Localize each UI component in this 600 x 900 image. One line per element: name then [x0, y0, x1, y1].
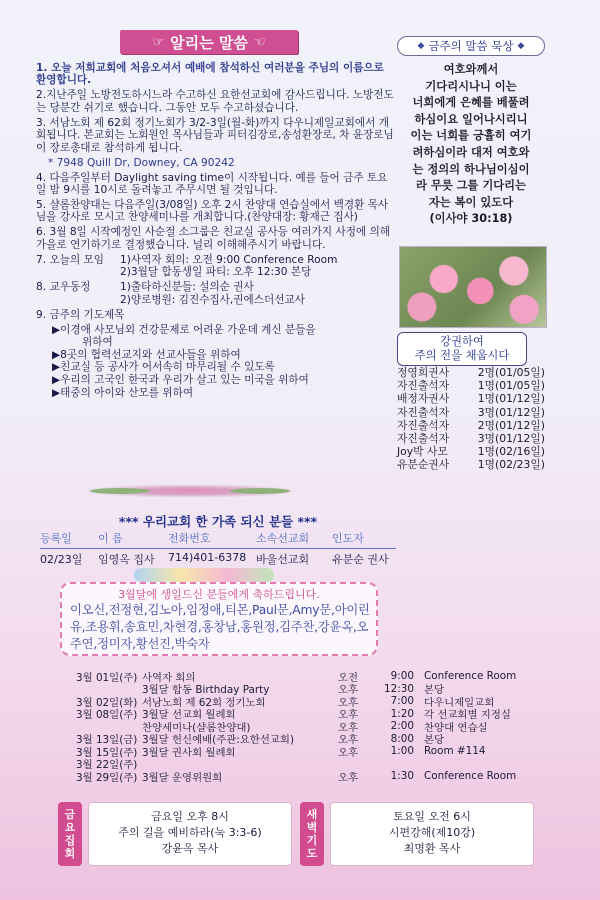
schedule-ampm: 오후 — [338, 746, 359, 759]
verse-line: 는 정의의 하나님이심이 — [412, 162, 530, 176]
table-cell: 02/23일 — [40, 553, 83, 566]
table-row — [40, 549, 396, 567]
verse-line: 려하심이라 대저 여호와 — [412, 145, 530, 159]
schedule-place: Room #114 — [424, 745, 486, 758]
meeting-label: 7. 오늘의 모임 — [36, 253, 105, 266]
prayer-item: ▶8곳의 협력선교지와 선교사들을 위하여 — [52, 348, 241, 361]
list-item — [397, 406, 553, 419]
new-family-table — [40, 530, 396, 567]
notice-address: * 7948 Quill Dr, Downey, CA 90242 — [48, 156, 235, 169]
word-title-text: 금주의 말씀 묵상 — [428, 39, 514, 53]
pointing-hand-icon: ☞ — [152, 34, 165, 50]
table-header — [40, 530, 396, 549]
schedule-ampm: 오후 — [338, 771, 359, 784]
column-header: 이 름 — [98, 532, 123, 545]
schedule-time: 8:00 — [390, 732, 414, 745]
evangelism-list — [397, 366, 553, 472]
schedule-time: 1:30 — [390, 770, 414, 783]
notice-item: 1. 오늘 저희교회에 처음오셔서 예배에 참석하신 여러분을 주님의 이름으로 환영합니다. — [36, 62, 384, 87]
schedule-event: 3월달 합동 Birthday Party — [142, 684, 270, 697]
schedule-row — [62, 770, 542, 783]
friday-sermon: 주의 길을 예비하라(눅 3:3-6) — [118, 826, 262, 839]
meeting-line: 1)사역자 회의: 오전 9:00 Conference Room — [120, 253, 338, 266]
notice-item: 5. 샬롬찬양대는 다음주일(3/08일) 오후 2시 찬양대 연습실에서 백경환 목사님을 강사로 모시고 찬양세미나를 개최합니다.(찬양대장: 황재근 집사) — [36, 199, 389, 224]
list-item-date: (01/12일) — [495, 405, 545, 419]
list-item — [397, 392, 553, 405]
schedule-place: 각 선교회별 지정실 — [424, 709, 511, 722]
schedule-place: Conference Room — [424, 770, 517, 783]
schedule-place: 찬양대 연습실 — [424, 721, 488, 734]
notices-title — [120, 30, 298, 54]
verse-line: 자는 복이 있도다 — [428, 195, 514, 209]
list-item-count: 3명 — [477, 405, 495, 419]
word-meditation-title — [397, 36, 545, 56]
verse-line: 너희에게 은혜를 베풀려 — [412, 96, 530, 110]
pointing-hand-icon: ☜ — [253, 34, 266, 50]
notice-item: 6. 3월 8일 시작예정인 사순절 소그룹은 친교실 공사등 여러가지 사정에 의해 가을로 연기하기로 결정했습니다. 널리 이해해주시기 바랍니다. — [36, 226, 391, 251]
schedule-date: 3월 13일(금) — [76, 734, 138, 747]
verse-line: 기다리시나니 이는 — [425, 79, 517, 93]
prayer-item: ▶이경애 사모님외 건강문제로 어려운 가운데 계신 분들을 — [52, 323, 316, 336]
schedule-date: 3월 29일(주) — [76, 771, 138, 784]
list-item-date: (01/05일) — [495, 366, 545, 380]
list-item — [397, 419, 553, 432]
column-header: 등록일 — [40, 532, 72, 545]
notices-title-text: 알리는 말씀 — [170, 33, 248, 52]
list-item-date: (02/23일) — [495, 458, 545, 472]
visit-line: 1)출타하신분들: 설의순 권사 — [120, 281, 254, 294]
dawn-sermon: 시편강해(제10강) — [388, 826, 476, 839]
schedule-time: 7:00 — [390, 695, 414, 708]
evangelism-title-line: 강권하여 — [440, 335, 484, 348]
birthday-heading: 3월달에 생일드신 분들에게 축하드립니다. — [118, 588, 320, 601]
schedule-ampm: 오후 — [338, 696, 359, 709]
flower-divider-image — [80, 484, 300, 498]
cherry-blossom-photo — [399, 246, 547, 328]
list-item — [397, 458, 553, 471]
schedule-ampm: 오후 — [338, 684, 359, 697]
prayer-item: ▶우리의 고국인 한국과 우리가 살고 있는 미국을 위하여 — [52, 374, 309, 387]
prayer-item: 위하여 — [82, 336, 113, 349]
schedule-date: 3월 01일(주) — [76, 671, 138, 684]
scripture-verse — [399, 62, 543, 228]
schedule-place: 본당 — [424, 684, 445, 697]
schedule-event: 사역자 회의 — [142, 671, 196, 684]
diamond-icon: ◆ — [417, 41, 425, 51]
table-cell: 바울선교회 — [256, 553, 310, 566]
list-item-count: 3명 — [477, 432, 495, 446]
column-header: 인도자 — [332, 532, 364, 545]
schedule-place: 다우니제일교회 — [424, 696, 495, 709]
birthday-names: 이오신,전정현,김노아,임정애,티몬,Paul문,Amy문,아이린유,조용휘,송효민,차현경,홍창남,홍원정,김주찬,강윤옥,오주연,정미자,황선진,박숙자 — [70, 603, 370, 651]
column-header: 전화번호 — [168, 532, 211, 545]
visit-label: 8. 교우동정 — [36, 281, 91, 294]
list-item-date: (01/12일) — [495, 392, 545, 406]
schedule-event: 3월달 권사회 월례회 — [142, 746, 236, 759]
list-item-name: 배정자권사 — [397, 392, 450, 406]
table-cell: 임영옥 집사 — [98, 553, 155, 566]
list-item-date: (01/12일) — [495, 418, 545, 432]
friday-meeting-box — [88, 802, 292, 866]
evangelism-title — [397, 332, 527, 366]
list-item-count: 1명 — [477, 458, 495, 472]
tab-char: 요 — [64, 821, 76, 834]
schedule-event: 찬양세미나(샬롬찬양대) — [142, 721, 251, 734]
list-item — [397, 366, 553, 379]
dawn-time: 토요일 오전 6시 — [393, 810, 471, 823]
schedule-ampm: 오후 — [338, 709, 359, 722]
list-item-name: 유분순권사 — [397, 458, 450, 472]
evangelism-title-line: 주의 전을 채웁시다 — [414, 349, 510, 362]
prayer-item: ▶친교실 등 공사가 어서속히 마무리될 수 있도록 — [52, 361, 275, 374]
schedule-time: 2:00 — [390, 720, 414, 733]
table-cell: 714)401-6378 — [168, 551, 247, 564]
dawn-prayer-tab — [300, 802, 324, 866]
list-item-name: 자진출석자 — [397, 418, 450, 432]
tab-char: 기 — [306, 834, 318, 847]
list-item-name: 정영희권사 — [397, 366, 450, 380]
visit-line: 2)양로병원: 김진수집사,권에스더선교사 — [120, 293, 305, 306]
schedule-time: 1:20 — [390, 707, 414, 720]
list-item-count: 1명 — [477, 379, 495, 393]
schedule-date: 3월 15일(주) — [76, 746, 138, 759]
list-item-name: 자진출석자 — [397, 379, 450, 393]
schedule-date: 3월 08일(주) — [76, 709, 138, 722]
verse-line: 이는 너희를 긍휼히 여기 — [410, 129, 532, 143]
meeting-line: 2)3월달 합동생일 파티: 오후 12:30 본당 — [120, 266, 312, 279]
monthly-schedule — [62, 670, 542, 783]
schedule-place: 본당 — [424, 734, 445, 747]
schedule-ampm: 오후 — [338, 734, 359, 747]
dawn-preacher: 최명환 목사 — [403, 842, 461, 855]
schedule-time: 1:00 — [390, 745, 414, 758]
list-item-date: (01/05일) — [495, 379, 545, 393]
table-cell: 유분순 권사 — [332, 553, 389, 566]
list-item-name: Joy박 사모 — [397, 445, 448, 459]
list-item — [397, 432, 553, 445]
list-item-name: 자진출석자 — [397, 432, 450, 446]
prayer-title: 9. 금주의 기도제목 — [36, 308, 125, 321]
list-item — [397, 445, 553, 458]
friday-time: 금요일 오후 8시 — [151, 810, 229, 823]
tab-char: 벽 — [306, 821, 318, 834]
prayer-list — [36, 324, 396, 400]
column-header: 소속선교회 — [256, 532, 310, 545]
list-item-count: 2명 — [477, 366, 495, 380]
verse-line: 여호와께서 — [443, 63, 499, 76]
list-item-count: 1명 — [477, 445, 495, 459]
schedule-time: 12:30 — [384, 682, 414, 695]
tab-char: 집 — [64, 834, 76, 847]
schedule-event: 서남노회 제 62회 정기노회 — [142, 696, 266, 709]
friday-preacher: 강윤옥 목사 — [161, 842, 219, 855]
tab-char: 도 — [306, 847, 318, 860]
new-family-title: *** 우리교회 한 가족 되신 분들 *** — [118, 514, 318, 529]
friday-meeting-tab — [58, 802, 82, 866]
notice-item: 3. 서남노회 제 62회 정기노회가 3/2-3일(월-화)까지 다우니제일교회에서 개회됩니다. 본교회는 노회원인 목사님들과 피터김장로,송성환장로, 차 윤장로님이 장로총대로 참석하게 됩니다. — [36, 116, 394, 154]
tab-char: 회 — [64, 847, 76, 860]
verse-reference: (이사야 30:18) — [429, 212, 513, 226]
notice-item: 4. 다음주일부터 Daylight saving time이 시작됩니다. 예를 들어 금주 토요일 밤 9시를 10시로 돌려놓고 주무시면 될 것입니다. — [36, 171, 388, 197]
list-item-count: 1명 — [477, 392, 495, 406]
schedule-event: 3월달 헌신예배(주관:요한선교회) — [142, 734, 295, 747]
birthday-banner-image — [134, 568, 274, 582]
schedule-ampm: 오전 — [338, 671, 359, 684]
meeting-notice — [36, 254, 396, 279]
visit-notice — [36, 281, 396, 306]
schedule-place: Conference Room — [424, 670, 517, 683]
tab-char: 새 — [306, 808, 318, 821]
tab-char: 금 — [64, 808, 76, 821]
list-item-date: (01/12일) — [495, 432, 545, 446]
prayer-item: ▶태중의 아이와 산모를 위하여 — [52, 386, 194, 399]
list-item-name: 자진출석자 — [397, 405, 450, 419]
verse-line: 라 무릇 그를 기다리는 — [415, 179, 526, 193]
schedule-event: 3월달 선교회 월례회 — [142, 709, 236, 722]
schedule-event: 3월달 운영위원회 — [142, 771, 223, 784]
dawn-prayer-box — [330, 802, 534, 866]
schedule-time: 9:00 — [390, 670, 414, 683]
list-item-count: 2명 — [477, 418, 495, 432]
schedule-date: 3월 22일(주) — [76, 759, 138, 772]
verse-line: 하심이요 일어나시리니 — [414, 112, 528, 126]
schedule-date: 3월 02일(화) — [76, 696, 138, 709]
diamond-icon: ◆ — [517, 41, 525, 51]
notices-list — [36, 62, 396, 399]
notice-item: 2.지난주일 노방전도하시느라 수고하신 요한선교회에 감사드립니다. 노방전도는 당분간 쉬기로 했습니다. 그동안 모두 수고하셨습니다. — [36, 89, 394, 114]
schedule-ampm: 오후 — [338, 721, 359, 734]
list-item-date: (02/16일) — [495, 445, 545, 459]
list-item — [397, 379, 553, 392]
